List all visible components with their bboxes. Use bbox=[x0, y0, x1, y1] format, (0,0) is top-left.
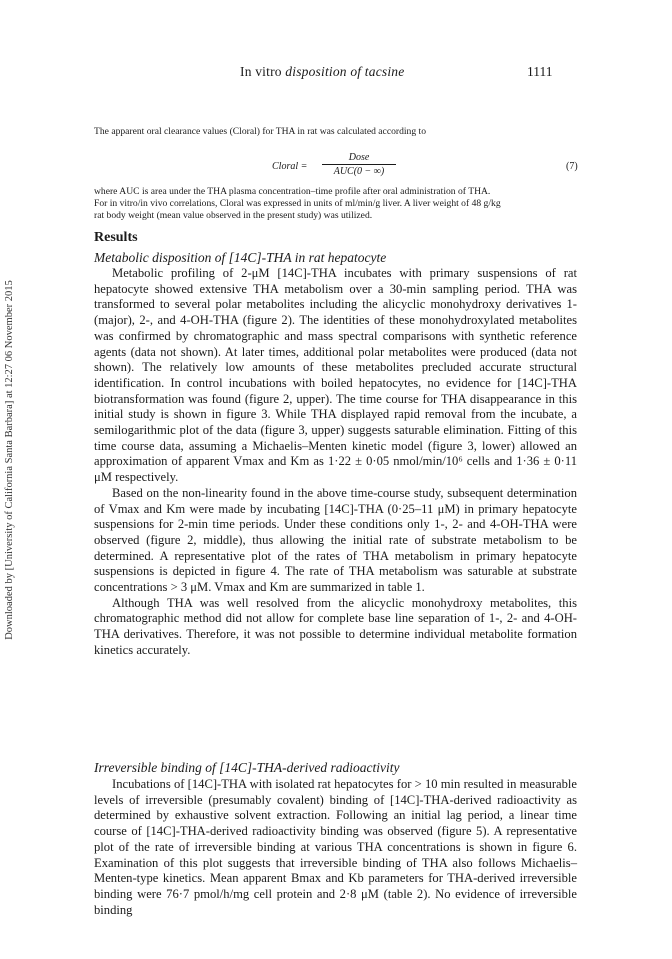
equation-number: (7) bbox=[566, 161, 578, 172]
paragraph: Metabolic profiling of 2-μM [14C]-THA incubates with primary suspensions of rat hepatocyte showed extensive THA metabolism over a 30-min sampling period. THA was transformed to several polar metabolites including the alicyclic monohydroxy derivatives 1- (major), 2-, and 4-OH-THA (figure 2). The identities of these monohydroxylated metabolites was confirmed by chromatographic and mass spectral comparisons with synthetic reference agents (data not shown). At later times, additional polar metabolites were produced (data not shown). The relatively low amounts of these metabolites precluded accurate structural identification. In control incubations with boiled hepatocytes, no evidence for [14C]-THA biotransformation was found (figure 2, upper). The time course for THA disappearance in this initial study is shown in figure 3. While THA displayed rapid removal from the incubate, a semilogarithmic plot of the data (figure 3, upper) suggests saturable elimination. Fitting of this time course data, assuming a Michaelis–Menten kinetic model (figure 3, lower) allowed an approximation of apparent Vmax and Km as 1·22 ± 0·05 nmol/min/10⁶ cells and 1·36 ± 0·11 μM respectively. bbox=[94, 266, 577, 485]
equation-numerator: Dose bbox=[322, 152, 396, 165]
results-body-1 bbox=[94, 266, 577, 659]
page-number: 1111 bbox=[527, 64, 553, 79]
running-head-prefix: In vitro bbox=[240, 64, 282, 79]
running-head-title-italic: disposition of tacsine bbox=[285, 64, 405, 79]
where-line: For in vitro/in vivo correlations, Cloral was expressed in units of ml/min/g liver. A liver weight of 48 g/kg bbox=[94, 198, 501, 210]
paragraph: Although THA was well resolved from the alicyclic monohydroxy metabolites, this chromatographic method did not allow for complete base line separation of 1-, 2- and 4-OH-THA derivatives. Therefore, it was not possible to determine individual metabolite formation kinetics accurately. bbox=[94, 595, 577, 657]
download-watermark-text: Downloaded by [University of California Santa Barbara] at 12:27 06 November 2015 bbox=[4, 280, 15, 640]
subsection-heading-binding: Irreversible binding of [14C]-THA-derived radioactivity bbox=[94, 760, 400, 775]
equation-7 bbox=[0, 152, 672, 186]
equation-denominator: AUC(0 − ∞) bbox=[333, 166, 385, 177]
equation-fraction bbox=[322, 152, 396, 177]
where-line: rat body weight (mean value observed in the present study) was utilized. bbox=[94, 210, 373, 222]
subsection-heading-metabolic: Metabolic disposition of [14C]-THA in rat hepatocyte bbox=[94, 250, 387, 265]
intro-sentence: The apparent oral clearance values (Cloral) for THA in rat was calculated according to bbox=[94, 126, 426, 137]
paragraph: Incubations of [14C]-THA with isolated rat hepatocytes for > 10 min resulted in measurable levels of irreversible (presumably covalent) binding of [14C]-THA-derived radioactivity as determined by exhaustive solvent extraction. Following an initial lag period, a linear time course of [14C]-THA-derived radioactivity binding was observed (figure 5). A representative plot of the rate of irreversible binding at various THA concentrations is shown in figure 6. Examination of this plot suggests that irreversible binding of THA also follows Michaelis–Menten-type kinetics. Mean apparent Bmax and Kb parameters for THA-derived irreversible binding were 76·7 pmol/h/mg cell protein and 2·8 μM (table 2). No evidence of irreversible binding bbox=[94, 777, 577, 917]
paragraph: Based on the non-linearity found in the above time-course study, subsequent determination of Vmax and Km were made by incubating [14C]-THA (0·25–11 μM) in primary hepatocyte suspensions for 2-min time periods. Under these conditions only 1-, 2- and 4-OH-THA were observed (figure 2, middle), thus allowing the initial rate of substrate metabolism to be determined. A representative plot of the rates of THA metabolism in primary hepatocyte suspensions is depicted in figure 4. The rate of THA metabolism was saturable at substrate concentrations > 3 μM. Vmax and Km are summarized in table 1. bbox=[94, 485, 577, 595]
download-watermark bbox=[4, 220, 24, 700]
where-clause bbox=[94, 186, 577, 223]
where-line: where AUC is area under the THA plasma concentration–time profile after oral administration of THA. bbox=[94, 186, 491, 197]
equation-lhs: Cloral = bbox=[272, 161, 308, 172]
results-heading: Results bbox=[94, 230, 138, 245]
results-body-2 bbox=[94, 777, 577, 918]
running-head-title bbox=[240, 64, 404, 80]
running-head bbox=[0, 64, 672, 84]
